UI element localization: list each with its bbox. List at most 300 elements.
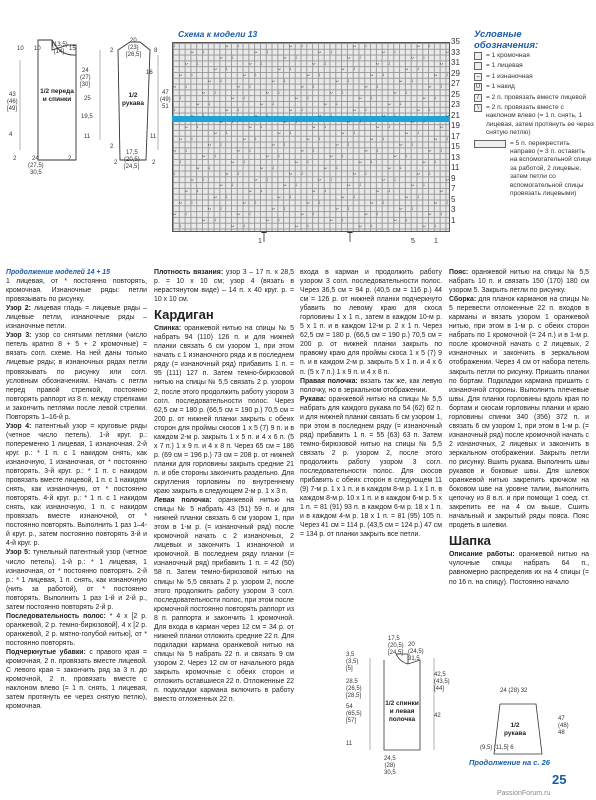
- stitch-symbol: ↓: [300, 43, 304, 49]
- schema-row-number: 5: [451, 194, 456, 204]
- stitch-symbol: ᴗ: [184, 60, 188, 67]
- stitch-symbol: ↓: [260, 188, 263, 194]
- stitch-symbol: ᴗ: [289, 170, 293, 177]
- stitch-symbol: ᴗ: [242, 135, 246, 142]
- stitch-symbol: ↓: [445, 199, 449, 206]
- stitch-symbol: ↓: [335, 164, 339, 171]
- stitch-symbol: ↓: [434, 159, 437, 165]
- schema-symbols: [172, 42, 450, 232]
- paragraph: Узор 4: патентный узор = круговые ряды (четное число петель). 1-й круг. р.: попеременно 1 лицевая, 1 изнаночная. 2-й круг. р.: * 1 п. с 1 накидом снять, как изнаночную, 1 изнаночная, от * постоянно повторять. 3-й круг. р.: * 1 п. с накидом провязать вместе лицевой, 1 п. с 1 накидом снять, как изнаночную, от * постоянно повторять. 4-й круг. р.: * 1 п. с 1 накидом снять, как изнаночную, 1 п. с накидом провязать вместе изнаночной, от * постоянно повторять. Выполнить 1 раз 1–4-й круг. р., затем постоянно повторять 3-й и 4-й круг. р.: [6, 422, 148, 548]
- stitch-symbol: ᴗ: [353, 106, 357, 113]
- stitch-symbol: ↓: [219, 141, 223, 148]
- stitch-symbol: ↓: [306, 95, 310, 102]
- stitch-symbol: ᴗ: [422, 95, 426, 102]
- schema-repeat-arrows: [172, 232, 450, 246]
- stitch-symbol: ᴗ: [405, 193, 409, 200]
- stitch-symbol: ᴗ: [225, 170, 229, 177]
- stitch-symbol: ᴗ: [219, 182, 223, 189]
- legend-item: / = 2 п. провязать вместе лицевой: [474, 94, 594, 102]
- stitch-symbol: ↓: [329, 48, 333, 55]
- stitch-symbol: ᴗ: [306, 135, 310, 142]
- stitch-symbol: ᴗ: [376, 188, 380, 194]
- stitch-symbol: ᴗ: [387, 101, 391, 107]
- stitch-symbol: ᴗ: [370, 72, 374, 78]
- stitch-symbol: ᴗ: [277, 130, 281, 136]
- stitch-symbol: ᴗ: [173, 147, 177, 154]
- stitch-symbol: ᴗ: [300, 147, 304, 154]
- stitch-symbol: ᴗ: [237, 211, 241, 218]
- paragraph: Узор 3: узор со снятыми петлями (число петель кратно 8 + 5 + 2 кромочные) = вязать согл. схеме. На ней даны только лицевые ряды; в изнаночных рядах петли провязывать по рисунку или согл. условным обозначениям. Начать с петли перед правой стрелкой, постоянно повторять раппорт из 8 п. между стрелками и закончить петлями после левой стрелки. Повторять 1–16-й р.: [6, 332, 148, 421]
- stitch-symbol: ᴗ: [318, 112, 322, 119]
- cardigan-dims-left: 3,5 (3,5) [5] 28,5 (26,5) [28,5] 54 (65,5) [57] 11: [346, 652, 362, 747]
- stitch-symbol: ᴗ: [312, 124, 316, 131]
- stitch-symbol: ↓: [295, 118, 298, 125]
- stitch-symbol: ᴗ: [353, 43, 357, 49]
- stitch-symbol: ᴗ: [266, 153, 270, 160]
- legend-item: = 1 кромочная: [474, 52, 594, 60]
- col-marker-5: 5: [411, 238, 415, 245]
- cardigan-dims-top2: 20 (24,5) 31,5: [408, 642, 424, 662]
- cardigan-sleeve-dims-top: 24 (28) 32: [500, 688, 528, 694]
- stitch-symbol: ᴗ: [248, 60, 252, 67]
- stitch-symbol: ᴗ: [254, 176, 258, 183]
- stitch-symbol: ↓: [242, 159, 246, 165]
- stitch-symbol: ↓: [434, 222, 437, 229]
- stitch-symbol: ᴗ: [208, 205, 212, 212]
- schema-row-number: 1: [451, 215, 456, 225]
- stitch-symbol: ↓: [248, 83, 252, 90]
- stitch-symbol: ↓: [277, 217, 281, 223]
- stitch-symbol: ᴗ: [445, 176, 449, 183]
- schema-row-number: 27: [451, 79, 460, 88]
- stitch-symbol: ᴗ: [196, 101, 200, 107]
- stitch-symbol: ᴗ: [329, 89, 333, 96]
- stitch-symbol: ᴗ: [225, 106, 229, 113]
- stitch-symbol: ↓: [364, 43, 368, 49]
- stitch-symbol: ᴗ: [416, 106, 420, 113]
- stitch-symbol: ᴗ: [399, 77, 403, 84]
- front-label: 1/2 переда и спинки: [40, 88, 74, 103]
- stitch-symbol: ᴗ: [266, 217, 270, 223]
- stitch-symbol: ᴗ: [231, 95, 235, 102]
- stitch-symbol: ᴗ: [376, 60, 380, 67]
- cardigan-front-label: 1/2 спинки и левая полочка: [385, 700, 419, 723]
- stitch-symbol: ↓: [173, 106, 176, 113]
- stitch-symbol: ↓: [225, 193, 229, 200]
- stitch-symbol: ↓: [242, 95, 246, 102]
- stitch-symbol: ↓: [376, 147, 379, 154]
- stitch-symbol: ↓: [213, 89, 217, 96]
- stitch-symbol: ↓: [329, 176, 333, 183]
- stitch-symbol: ↓: [208, 101, 211, 107]
- stitch-symbol: ᴗ: [254, 48, 258, 55]
- text-column-2: [154, 268, 294, 704]
- stitch-symbol: ↓: [411, 141, 414, 148]
- stitch-symbol: ᴗ: [213, 193, 217, 200]
- stitch-symbol: ᴗ: [364, 83, 368, 90]
- stitch-symbol: ᴗ: [399, 141, 403, 148]
- stitch-symbol: ᴗ: [440, 60, 444, 67]
- stitch-symbol: ᴗ: [399, 205, 403, 212]
- stitch-symbol: ᴗ: [324, 101, 328, 107]
- paragraph: Последовательность полос: * 4 х [2 р. оранжевой, 2 р. темно-бирюзовой], 4 х [2 р. оранжевой, 2 р. мятно-голубой нитью], от * постоянно повторять.: [6, 612, 147, 647]
- paragraph: 1 лицевая, от * постоянно повторять, кромочная. Изнаночные ряды: петли провязывать по рисунку.: [6, 278, 147, 304]
- stitch-symbol: ᴗ: [329, 217, 333, 223]
- schema-row-number: 23: [451, 100, 460, 109]
- section-heading-cardigan: Кардиган: [154, 307, 214, 323]
- stitch-symbol: ↓: [416, 66, 420, 73]
- stitch-symbol: ↓: [179, 95, 182, 102]
- stitch-symbol: ↓: [440, 147, 443, 154]
- stitch-symbol: ↓: [428, 170, 432, 177]
- k2tog-icon: /: [474, 94, 482, 102]
- stitch-symbol: ᴗ: [341, 130, 345, 136]
- text-column-3: [300, 268, 442, 539]
- stitch-symbol: ↓: [393, 112, 397, 119]
- stitch-symbol: ᴗ: [219, 54, 223, 61]
- stitch-symbol: ↓: [347, 141, 350, 148]
- stitch-symbol: ↓: [353, 193, 356, 200]
- stitch-symbol: ↓: [393, 48, 397, 55]
- stitch-symbol: ↓: [237, 106, 240, 113]
- paragraph: Левая полочка: оранжевой нитью на спицы № 5 набрать 43 (51) 59 п. и для нижней планки связать 6 см узором 1, при этом в 1-м р. (= изнаночный ряд) после кромочной начать с 2 изнаночных, 2 лицевых и закончить 1 изнаночной и кромочной. В последнем ряду планки (= изнаночный ряд) прибавить 1 п. = 42 (50) 58 п. Затем темно-бирюзовой нитью на спицы № 5,5 связать 2 р. узором 2, после этого продолжить работу узором 3 согл. последовательности полос, при этом после кромочной постоянно повторять раппорт из 8 п. раппорта и закончить 1 кромочной. Для входа в карман через 12 см = 34 р. от нижней планки отложить средние 22 п. Для подкладки кармана оранжевой нитью на спицы № 5 набрать 22 п. и связать 9 см узором 2. Через 12 см от начального ряда закрыть кромочные с обеих сторон и отложить оставшиеся 22 п. Отложенные 22 п. подкладки кармана включить в работу вместо отложенных 22 п.: [154, 497, 294, 704]
- stitch-symbol: ↓: [295, 54, 298, 61]
- col-marker-1b: 1: [258, 238, 262, 245]
- schema-row-number: 9: [451, 173, 456, 183]
- stitch-symbol: ↓: [173, 43, 176, 49]
- stitch-symbol: ↓: [387, 60, 391, 67]
- cardigan-sleeve-dims-right: 47 (48) 48: [558, 716, 569, 736]
- stitch-symbol: ↓: [254, 72, 258, 78]
- schema-row-number: 25: [451, 89, 460, 99]
- stitch-symbol: ↓: [231, 118, 234, 125]
- stitch-symbol: ↓: [225, 66, 229, 73]
- stitch-symbol: ᴗ: [289, 106, 293, 113]
- stitch-symbol: ᴗ: [254, 112, 258, 119]
- stitch-symbol: ↓: [271, 164, 275, 171]
- stitch-symbol: ᴗ: [411, 182, 415, 189]
- stitch-symbol: ↓: [208, 164, 211, 171]
- site-watermark: PassionForum.ru: [497, 790, 551, 797]
- stitch-symbol: ᴗ: [335, 205, 339, 212]
- stitch-symbol: ↓: [266, 48, 269, 55]
- stitch-symbol: ↓: [173, 170, 176, 177]
- paragraph: Спинка: оранжевой нитью на спицы № 5 набрать 94 (110) 126 п. и для нижней планки связать 6 см узором 1, при этом начать с 1 изнаночного ряда и в последнем ряду (= изнаночный ряд) прибавить 1 п. = 95 (111) 127 п. Затем темно-бирюзовой нитью на спицы № 5,5 связать 2 р. узором 2, после этого продолжить работу узором 3 согл. последовательности полос. Через 62,5 см = 180 р. (66,5 см = 190 р.) 70,5 см = 200 р. от нижней планки закрыть с обеих сторон для проймы скосов 1 х 5 (7) 9 п. и в каждом 2-м р. закрыть 1 х 5 п. и 4 х 6 п. (5 х 7 п.) 1 х 9 п. и 4 х 8 п. Через 65 см = 186 р. (69 см = 196 р.) 73 см = 208 р. от нижней планки для горловины закрыть средние 21 п. и обе стороны закончить раздельно. Для скругления горловины по внутреннему краю закрыть в следующем 2-м р. 1 х 3 п.: [154, 325, 294, 496]
- stitch-symbol: ↓: [411, 205, 414, 212]
- page-number: 25: [552, 772, 567, 787]
- stitch-symbol: ↓: [341, 89, 345, 96]
- stitch-symbol: ↓: [445, 135, 449, 142]
- stitch-symbol: ᴗ: [306, 72, 310, 78]
- stitch-symbol: ᴗ: [434, 199, 438, 206]
- stitch-symbol: ↓: [376, 211, 379, 218]
- stitch-symbol: ↓: [300, 170, 304, 177]
- stitch-symbol: ↓: [219, 77, 223, 84]
- stitch-symbol: ᴗ: [184, 124, 188, 131]
- cardigan-dims-top: 17,5 (20,5) [24,5]: [388, 636, 404, 656]
- stitch-symbol: ↓: [324, 60, 327, 67]
- stitch-symbol: ↓: [399, 164, 403, 171]
- stitch-symbol: ↓: [219, 205, 223, 212]
- sleeve-label: 1/2 рукава: [122, 92, 144, 107]
- stitch-symbol: ᴗ: [393, 217, 397, 223]
- stitch-symbol: ↓: [248, 147, 252, 154]
- stitch-symbol: ↓: [422, 118, 426, 125]
- stitch-symbol: ᴗ: [173, 83, 177, 90]
- stitch-symbol: ᴗ: [335, 77, 339, 84]
- paragraph: входа в карман и продолжить работу узором 3 согл. последовательности полос. Через 36,5 см = 94 р. (40,5 см = 116 р.) 44 см = 126 р. от нижней планки подчеркнуто убавить по левому краю для скоса горловины 1 х 1 п., затем в каждом 10-м р. 5 х 1 п. и в каждом 12-м р. 2 х 1 п. Через 62,5 см = 180 р. (66,5 см = 190 р.) 70,5 см = 200 р. от нижней планки закрыть по правому краю для проймы скоса 1 х 5 (7) 9 п. и в каждом 2-м р. закрыть 5 х 1 п. и 4 х 6 п. (5 х 7 п.) 1 х 9 п. и 4 х 8 п.: [300, 269, 442, 376]
- stitch-symbol: ↓: [382, 72, 385, 78]
- stitch-symbol: ↓: [347, 205, 350, 212]
- stitch-symbol: ↓: [387, 124, 391, 131]
- stitch-symbol: ↓: [382, 199, 385, 206]
- stitch-symbol: ᴗ: [335, 141, 339, 148]
- stitch-symbol: ᴗ: [190, 48, 194, 55]
- cable-icon: [474, 140, 506, 148]
- stitch-symbol: ↓: [405, 89, 408, 96]
- stitch-symbol: ᴗ: [208, 141, 212, 148]
- legend-item: \ = 2 п. провязать вместе с наклоном влево (= 1 п. снять, 1 лицевая, затем протянуть ее через снятую петлю): [474, 104, 594, 138]
- stitch-symbol: ↓: [318, 199, 321, 206]
- edge-stitch-icon: [474, 52, 482, 60]
- stitch-symbol: ᴗ: [184, 188, 188, 194]
- stitch-symbol: ᴗ: [411, 54, 415, 61]
- stitch-symbol: ↓: [341, 217, 345, 223]
- stitch-symbol: ↓: [190, 135, 194, 142]
- stitch-symbol: ᴗ: [428, 211, 432, 218]
- cardigan-sleeve-dims-bottom: (9,5) [11,5] 6: [480, 745, 514, 751]
- schema-row-number: 33: [451, 47, 460, 57]
- legend-title: Условные обозначения:: [474, 29, 539, 51]
- stitch-symbol: ↓: [324, 124, 327, 131]
- stitch-symbol: ᴗ: [347, 182, 351, 189]
- ssk-icon: \: [474, 104, 482, 112]
- stitch-symbol: ↓: [196, 188, 200, 194]
- stitch-symbol: ᴗ: [445, 48, 449, 55]
- stitch-symbol: ↓: [266, 176, 269, 183]
- stitch-symbol: ↓: [364, 170, 368, 177]
- stitch-symbol: ↓: [295, 182, 298, 189]
- stitch-symbol: ᴗ: [341, 66, 345, 73]
- stitch-symbol: ᴗ: [376, 124, 380, 131]
- stitch-symbol: ᴗ: [242, 72, 246, 78]
- paragraph: Узор 2: лицевая гладь = лицевые ряды – лицевые петли, изнаночные ряды – изнаночные петли.: [6, 305, 147, 331]
- knit-stitch-icon: [474, 62, 482, 70]
- stitch-symbol: ᴗ: [428, 147, 432, 154]
- stitch-symbol: ↓: [416, 130, 420, 136]
- stitch-symbol: ↓: [358, 54, 362, 61]
- stitch-symbol: ↓: [283, 77, 287, 84]
- stitch-symbol: ᴗ: [277, 66, 281, 73]
- stitch-symbol: ᴗ: [231, 159, 235, 165]
- continued-note: Продолжение на с. 26: [469, 758, 550, 767]
- stitch-symbol: ↓: [353, 66, 356, 73]
- stitch-symbol: ↓: [289, 193, 292, 200]
- stitch-symbol: ᴗ: [312, 60, 316, 67]
- stitch-symbol: ↓: [312, 147, 316, 154]
- stitch-symbol: ᴗ: [318, 48, 322, 55]
- stitch-symbol: ᴗ: [271, 77, 275, 84]
- stitch-symbol: ᴗ: [242, 199, 246, 206]
- stitch-symbol: ᴗ: [405, 130, 409, 136]
- stitch-symbol: ᴗ: [300, 83, 304, 90]
- stitch-symbol: ᴗ: [347, 54, 351, 61]
- paragraph: Сборка: для планок карманов на спицы № 5 перевести отложенные 22 п. входов в карманы и вязать узором 1 оранжевой нитью, при этом в 1-м р. с обеих сторон набрать по 1 кромочной (= 24 п.) и в 1-м р. после кромочной начать с 2 лицевых, 2 изнаночных и закончить в зеркальном отображении. Через 4 см от набора петель закрыть петли по рисунку. Пришить планки по бортам. Подкладки кармана пришить с изнаночной стороны. Выполнить плечевые швы. Для планки горловины вдоль края по бортам и скосам горловины планки и краю горловины спинки 340 (356) 372 п. и связать 6 см узором 1, при этом в 1-м р. (= изнаночный ряд) после кромочной начать с 2 изнаночных, 2 лицевых и закончить в зеркальном отображении. Закрыть петли по рисунку. Вшить рукава. Выполнить швы рукавов и боковые швы. Для шлевок оранжевой нитью закрепить крючком на боковом шве на уровне талии, выполнить цепочку из 8 в.п. и при помощи 1 соед. ст. закрепить ее на 4 см выше. Сшить начальный и закрытый ряды пояса. Пояс продеть в шлевки.: [449, 296, 589, 530]
- stitch-symbol: ↓: [266, 112, 269, 119]
- stitch-symbol: ᴗ: [324, 164, 328, 171]
- legend: [474, 52, 594, 201]
- paragraph: Подчеркнутые убавки: с правого края = кромочная, 2 п. провязать вместе лицевой. С левого края = закончить ряд за 3 п. до кромочной, 2 п. провязать вместе с наклоном влево (= 1 п. снять, 1 лицевая, затем протянуть ее через снятую петлю), кромочная.: [6, 648, 147, 711]
- stitch-symbol: ↓: [405, 217, 408, 223]
- stitch-symbol: ↓: [445, 72, 449, 78]
- stitch-symbol: ↓: [358, 118, 362, 125]
- stitch-symbol: ↓: [422, 182, 426, 189]
- stitch-symbol: ↓: [353, 130, 356, 136]
- stitch-symbol: ↓: [422, 54, 426, 61]
- paragraph: Описание работы: оранжевой нитью на чулочные спицы набрать 64 п., равномерно распределив их на 4 спицы (= по 16 п. на спицу). Постоянно начало: [449, 551, 590, 586]
- stitch-symbol: ᴗ: [370, 135, 374, 142]
- stitch-symbol: ↓: [312, 83, 316, 90]
- schema-row-number: 11: [451, 163, 460, 172]
- stitch-symbol: ↓: [405, 153, 408, 160]
- schema-row-numbers: [451, 38, 471, 227]
- continuation-label: Продолжение моделей 14 + 15: [6, 269, 110, 276]
- stitch-symbol: ↓: [370, 95, 374, 102]
- stitch-symbol: ↓: [213, 153, 217, 160]
- stitch-symbol: ᴗ: [416, 170, 420, 177]
- stitch-symbol: ↓: [260, 124, 263, 131]
- stitch-symbol: ᴗ: [300, 211, 304, 218]
- stitch-symbol: ᴗ: [283, 182, 287, 189]
- stitch-symbol: ᴗ: [428, 83, 432, 90]
- schema-row-number: 19: [451, 121, 460, 130]
- stitch-symbol: ᴗ: [190, 176, 194, 183]
- purl-stitch-icon: –: [474, 73, 482, 81]
- stitch-symbol: ↓: [324, 188, 327, 194]
- stitch-symbol: ᴗ: [225, 43, 229, 49]
- stitch-symbol: ᴗ: [382, 176, 386, 183]
- stitch-symbol: ↓: [370, 159, 374, 165]
- stitch-symbol: ᴗ: [416, 43, 420, 49]
- stitch-symbol: ᴗ: [295, 159, 299, 165]
- stitch-symbol: ᴗ: [382, 112, 386, 119]
- stitch-symbol: ↓: [341, 153, 345, 160]
- stitch-symbol: ᴗ: [248, 124, 252, 131]
- stitch-symbol: ᴗ: [358, 95, 362, 102]
- stitch-symbol: ↓: [202, 176, 205, 183]
- pattern-drawings-top: [0, 0, 172, 180]
- stitch-symbol: ↓: [306, 159, 310, 165]
- stitch-symbol: ↓: [231, 54, 234, 61]
- stitch-symbol: ᴗ: [213, 66, 217, 73]
- stitch-symbol: ↓: [237, 43, 240, 49]
- stitch-symbol: ↓: [277, 153, 281, 160]
- stitch-symbol: ᴗ: [202, 153, 206, 160]
- stitch-symbol: ᴗ: [248, 188, 252, 194]
- stitch-symbol: ↓: [289, 130, 292, 136]
- stitch-symbol: ↓: [347, 77, 350, 84]
- stitch-symbol: ᴗ: [219, 118, 223, 125]
- col-marker-1: 1: [434, 238, 438, 245]
- stitch-symbol: ᴗ: [358, 159, 362, 165]
- stitch-symbol: ᴗ: [434, 72, 438, 78]
- paragraph: Узор 5: тунельный патентный узор (четное число петель). 1-й р.: * 1 лицевая, 1 изнаночная, от * постоянно повторять. 2-й р.: * 1 лицевая, 1 п. снять, как изнаночную (нить за работой), от * постоянно повторять. Выполнить 1 раз 1-й и 2-й р., затем постоянно повторять 2-й р.: [6, 549, 148, 611]
- schema-row-number: 3: [451, 205, 456, 214]
- stitch-symbol: ↓: [184, 211, 188, 218]
- stitch-symbol: ↓: [434, 95, 437, 102]
- legend-item: U = 1 накид: [475, 83, 515, 91]
- stitch-symbol: ᴗ: [434, 135, 438, 142]
- stitch-symbol: ↓: [364, 106, 368, 113]
- stitch-symbol: ᴗ: [445, 112, 449, 119]
- stitch-symbol: ᴗ: [405, 66, 409, 73]
- paragraph: Рукава: оранжевой нитью на спицы № 5,5 набрать для каждого рукава по 54 (62) 62 п. и для нижней планки связать 6 см узором 1, при этом в последнем ряду (= изнаночный ряд) прибавить 1 п. = 55 (63) 63 п. Затем темно-бирюзовой нитью на спицы № 5,5 связать 2 р. узором 2, после этого продолжить работу узором 3 согл. последовательности полос. Для скосов прибавить с обеих сторон в следующем 11 (9) 7-м р. 1 х 1 п. и в каждом 8-м р. 1 х 1 п. в каждом 8-м р. 10 х 1 п. и в каждом 6-м р. 5 х 1 п. = 81 (91) 93 п. в каждом 6-м р. 18 х 1 п. и в каждом 4-м р. 18 х 1 п. = 81 (95) 105 п. Через 41 см = 114 р. (43,5 см = 124 р.) 47 см = 134 р. от планки закрыть все петли.: [300, 395, 442, 539]
- stitch-symbol: ↓: [440, 83, 443, 90]
- stitch-symbol: ↓: [358, 182, 362, 189]
- stitch-symbol: ᴗ: [289, 43, 293, 49]
- stitch-symbol: ↓: [283, 205, 287, 212]
- cardigan-dims-bottom: 24,5 (28) 30,5: [384, 756, 396, 776]
- stitch-symbol: ↓: [231, 182, 234, 189]
- stitch-symbol: ᴗ: [440, 188, 444, 194]
- stitch-symbol: ᴗ: [231, 222, 235, 229]
- stitch-symbol: ↓: [271, 101, 275, 107]
- text-column-4: [449, 268, 589, 587]
- stitch-symbol: ↓: [184, 83, 188, 90]
- stitch-symbol: ᴗ: [440, 124, 444, 131]
- stitch-symbol: ↓: [213, 217, 217, 223]
- cardigan-dims-right: 42,5 (43,5) [44] 42: [434, 672, 450, 719]
- schema-row-number: 29: [451, 68, 460, 78]
- stitch-symbol: ↓: [179, 222, 182, 229]
- stitch-symbol: ᴗ: [364, 211, 368, 218]
- stitch-symbol: ↓: [184, 147, 188, 154]
- stitch-symbol: ᴗ: [260, 164, 264, 171]
- stitch-symbol: ↓: [440, 211, 443, 218]
- stitch-symbol: ↓: [312, 211, 316, 218]
- stitch-symbol: ᴗ: [364, 147, 368, 154]
- stitch-symbol: ᴗ: [179, 72, 183, 78]
- schema-row-number: 15: [451, 142, 460, 151]
- stitch-symbol: ᴗ: [393, 153, 397, 160]
- stitch-symbol: ↓: [283, 141, 287, 148]
- stitch-symbol: ↓: [242, 222, 246, 229]
- stitch-symbol: ↓: [411, 77, 414, 84]
- stitch-symbol: ᴗ: [295, 95, 299, 102]
- stitch-symbol: ᴗ: [329, 153, 333, 160]
- stitch-symbol: ↓: [190, 199, 194, 206]
- stitch-symbol: ᴗ: [422, 222, 426, 229]
- stitch-symbol: ↓: [254, 135, 258, 142]
- stitch-symbol: ↓: [376, 83, 379, 90]
- stitch-symbol: ᴗ: [353, 170, 357, 177]
- stitch-symbol: ↓: [190, 72, 194, 78]
- stitch-symbol: ᴗ: [387, 164, 391, 171]
- stitch-symbol: ᴗ: [190, 112, 194, 119]
- schema-row-number: 31: [451, 58, 460, 67]
- stitch-symbol: ↓: [335, 101, 339, 107]
- legend-item: = 5 п. перекрестить направо (= 3 п. оставить на вспомогательной спице за работой, 2 лицевые, затем петли со вспомогательной спицы провязать лицевыми): [474, 140, 594, 199]
- schema-row-number: 7: [451, 184, 456, 193]
- stitch-symbol: ↓: [318, 135, 321, 142]
- stitch-symbol: ᴗ: [179, 135, 183, 142]
- stitch-symbol: ᴗ: [283, 118, 287, 125]
- legend-item: = 1 лицевая: [474, 62, 594, 70]
- paragraph: Плотность вязания: узор 3 – 17 п. х 28,5 р. = 10 х 10 см; узор 4 (вязать в нерастянутом виде) – 14 п. х 40 круг. р. = 10 х 10 см.: [154, 269, 295, 304]
- stitch-symbol: ᴗ: [271, 141, 275, 148]
- schema-row-number: 17: [451, 131, 460, 141]
- stitch-symbol: ↓: [254, 199, 258, 206]
